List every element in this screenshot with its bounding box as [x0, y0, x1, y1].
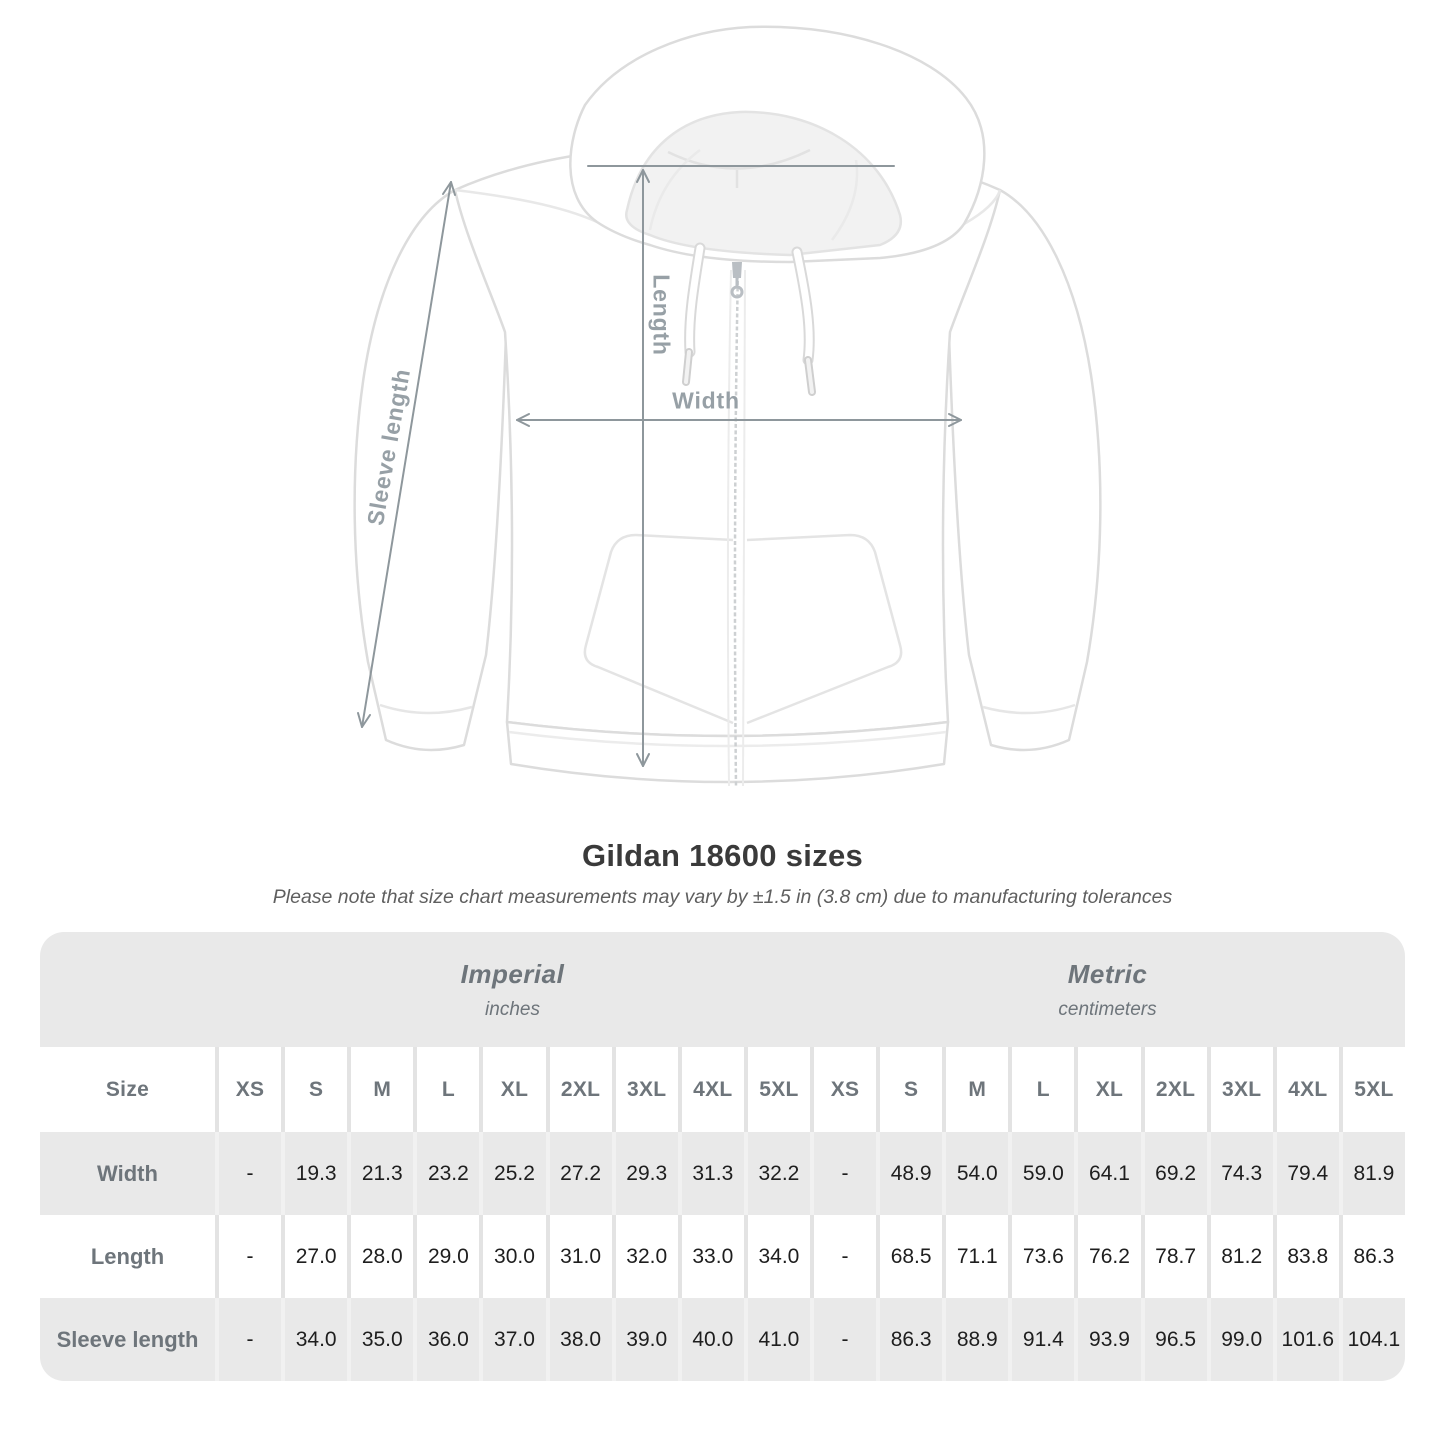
measurement-value: 91.4	[1008, 1298, 1074, 1381]
measurement-value: 73.6	[1008, 1215, 1074, 1298]
measurement-value: 99.0	[1207, 1298, 1273, 1381]
measurement-value: 79.4	[1273, 1132, 1339, 1215]
measurement-value: 54.0	[942, 1132, 1008, 1215]
measurement-value: 64.1	[1074, 1132, 1140, 1215]
measurement-value: -	[810, 1132, 876, 1215]
size-column-header: 3XL	[1207, 1047, 1273, 1132]
measurement-value: 86.3	[1339, 1215, 1405, 1298]
size-column-header: M	[942, 1047, 1008, 1132]
measurement-value: 81.9	[1339, 1132, 1405, 1215]
zipper-slider	[732, 262, 742, 278]
measurement-value: 40.0	[678, 1298, 744, 1381]
measurement-value: 83.8	[1273, 1215, 1339, 1298]
size-column-header: 4XL	[678, 1047, 744, 1132]
measurement-value: 48.9	[876, 1132, 942, 1215]
page-title: Gildan 18600 sizes	[581, 838, 864, 873]
measurement-value: 81.2	[1207, 1215, 1273, 1298]
size-column-header: XL	[479, 1047, 545, 1132]
measurement-value: 21.3	[347, 1132, 413, 1215]
row-label-sleeve-length: Sleeve length	[56, 1326, 199, 1352]
measurement-value: 33.0	[678, 1215, 744, 1298]
group-header-metric	[810, 932, 1405, 1047]
measurement-value: 27.0	[281, 1215, 347, 1298]
measurement-value: -	[215, 1298, 281, 1381]
measurement-value: 30.0	[479, 1215, 545, 1298]
tolerance-note: Please note that size chart measurements may vary by ±1.5 in (3.8 cm) due to manufacturing tolerances	[272, 886, 1173, 908]
measurement-value: 31.0	[546, 1215, 612, 1298]
measurement-value: 38.0	[546, 1298, 612, 1381]
measurement-value: 86.3	[876, 1298, 942, 1381]
measurement-value: 74.3	[1207, 1132, 1273, 1215]
size-column-title: Size	[105, 1077, 150, 1101]
size-column-header: M	[347, 1047, 413, 1132]
measurement-value: -	[215, 1132, 281, 1215]
group-header-imperial	[215, 932, 810, 1047]
measurement-value: -	[810, 1298, 876, 1381]
measurement-value: 35.0	[347, 1298, 413, 1381]
measurement-value: 76.2	[1074, 1215, 1140, 1298]
measurement-value: 41.0	[744, 1298, 810, 1381]
measurement-value: 39.0	[612, 1298, 678, 1381]
size-column-header: 3XL	[612, 1047, 678, 1132]
measurement-value: 19.3	[281, 1132, 347, 1215]
measurement-value: 27.2	[546, 1132, 612, 1215]
corner-cell	[40, 932, 215, 1047]
size-column-header: L	[1008, 1047, 1074, 1132]
measurement-value: 59.0	[1008, 1132, 1074, 1215]
length-label: Length	[648, 274, 675, 356]
unit-group-row	[40, 932, 1405, 1047]
size-column-header: 5XL	[744, 1047, 810, 1132]
measurement-value: 34.0	[281, 1298, 347, 1381]
measurement-value: -	[215, 1215, 281, 1298]
metric-label: Metric	[1067, 958, 1148, 989]
row-label-length: Length	[90, 1243, 165, 1269]
measurement-value: 32.2	[744, 1132, 810, 1215]
size-column-header: 4XL	[1273, 1047, 1339, 1132]
measurement-value: 101.6	[1273, 1298, 1339, 1381]
table-row-length	[40, 1215, 1405, 1298]
table-row-sleeve-length	[40, 1298, 1405, 1381]
measurement-value: 23.2	[413, 1132, 479, 1215]
measurement-value: 78.7	[1141, 1215, 1207, 1298]
size-table	[40, 932, 1405, 1381]
size-column-header: 2XL	[1141, 1047, 1207, 1132]
sleeve-length-label: Sleeve length	[361, 366, 416, 528]
size-column-header: S	[876, 1047, 942, 1132]
measurement-value: 29.3	[612, 1132, 678, 1215]
measurement-value: 34.0	[744, 1215, 810, 1298]
size-column-header: XS	[215, 1047, 281, 1132]
imperial-unit-label: inches	[485, 998, 540, 1020]
measurement-value: 104.1	[1339, 1298, 1405, 1381]
size-column-header: 2XL	[546, 1047, 612, 1132]
measurement-value: 88.9	[942, 1298, 1008, 1381]
size-column-header: L	[413, 1047, 479, 1132]
measurement-value: 28.0	[347, 1215, 413, 1298]
size-column-header: XS	[810, 1047, 876, 1132]
table-row-width	[40, 1132, 1405, 1215]
metric-unit-label: centimeters	[1058, 998, 1157, 1020]
measurement-value: 37.0	[479, 1298, 545, 1381]
measurement-value: 93.9	[1074, 1298, 1140, 1381]
size-header-row	[40, 1047, 1405, 1132]
measurement-value: 68.5	[876, 1215, 942, 1298]
measurement-value: 25.2	[479, 1132, 545, 1215]
measurement-value: 69.2	[1141, 1132, 1207, 1215]
measurement-value: -	[810, 1215, 876, 1298]
size-column-header: S	[281, 1047, 347, 1132]
measurement-value: 29.0	[413, 1215, 479, 1298]
size-column-header: 5XL	[1339, 1047, 1405, 1132]
measurement-value: 31.3	[678, 1132, 744, 1215]
size-column-header: XL	[1074, 1047, 1140, 1132]
size-table-grid	[40, 932, 1405, 1381]
measurement-value: 96.5	[1141, 1298, 1207, 1381]
row-label-width: Width	[97, 1160, 158, 1186]
measurement-value: 32.0	[612, 1215, 678, 1298]
width-label: Width	[672, 387, 740, 414]
measurement-value: 71.1	[942, 1215, 1008, 1298]
measurement-value: 36.0	[413, 1298, 479, 1381]
imperial-label: Imperial	[460, 958, 565, 989]
